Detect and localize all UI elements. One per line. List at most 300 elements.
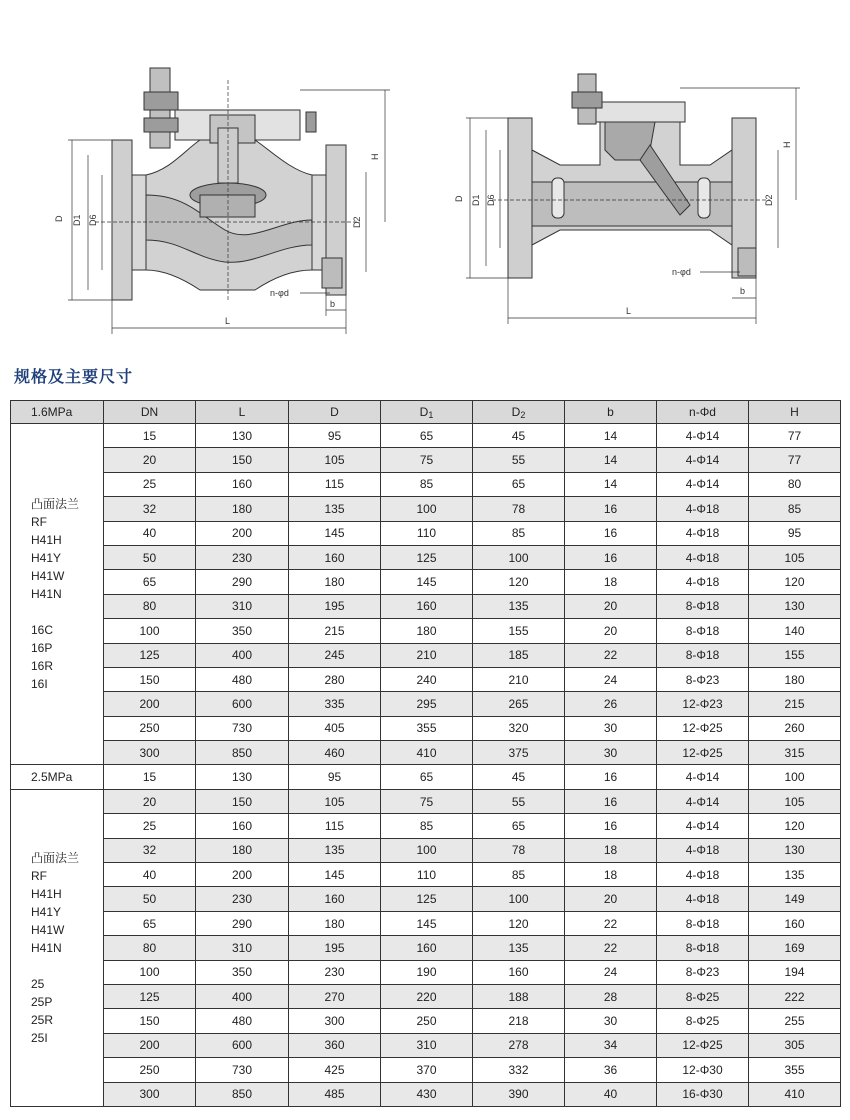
- cell-b: 16: [565, 789, 657, 813]
- table-row: [11, 741, 841, 765]
- cell-dn: 125: [104, 643, 196, 667]
- cell-nd: 12-Φ25: [657, 741, 749, 765]
- cell-d2: 278: [473, 1033, 565, 1057]
- cell-d1: 65: [381, 424, 473, 448]
- cell-d2: 135: [473, 594, 565, 618]
- cell-h: 260: [749, 716, 841, 740]
- table-row: [11, 814, 841, 838]
- cell-d2: 332: [473, 1058, 565, 1082]
- cell-d: 405: [289, 716, 381, 740]
- cell-d2: 78: [473, 838, 565, 862]
- cell-b: 20: [565, 619, 657, 643]
- cell-l: 400: [196, 984, 289, 1008]
- cell-dn: 80: [104, 594, 196, 618]
- cell-d1: 190: [381, 960, 473, 984]
- cell-l: 730: [196, 1058, 289, 1082]
- cell-d2: 135: [473, 936, 565, 960]
- right-label-h: H: [782, 141, 792, 148]
- cell-d1: 220: [381, 984, 473, 1008]
- left-label-d6: D6: [88, 214, 98, 226]
- cell-l: 480: [196, 1009, 289, 1033]
- cell-b: 28: [565, 984, 657, 1008]
- cell-dn: 250: [104, 716, 196, 740]
- cell-h: 305: [749, 1033, 841, 1057]
- cell-d: 300: [289, 1009, 381, 1033]
- cell-nd: 4-Φ18: [657, 497, 749, 521]
- cell-l: 200: [196, 863, 289, 887]
- cell-h: 215: [749, 692, 841, 716]
- cell-l: 850: [196, 741, 289, 765]
- cell-nd: 12-Φ25: [657, 1033, 749, 1057]
- cell-d: 160: [289, 545, 381, 569]
- cell-nd: 16-Φ30: [657, 1082, 749, 1106]
- model-line: 凸面法兰: [31, 850, 80, 865]
- table-row: [11, 887, 841, 911]
- cell-dn: 300: [104, 1082, 196, 1106]
- cell-dn: 125: [104, 984, 196, 1008]
- model-line: 16P: [31, 641, 53, 656]
- cell-d1: 110: [381, 863, 473, 887]
- cell-dn: 50: [104, 887, 196, 911]
- cell-nd: 8-Φ18: [657, 643, 749, 667]
- cell-d2: 85: [473, 521, 565, 545]
- cell-dn: 150: [104, 667, 196, 691]
- table-row: [11, 545, 841, 569]
- cell-b: 14: [565, 472, 657, 496]
- cell-d: 95: [289, 424, 381, 448]
- cell-h: 355: [749, 1058, 841, 1082]
- right-label-d2: D2: [764, 194, 774, 206]
- cell-h: 77: [749, 424, 841, 448]
- header-d: D: [289, 401, 381, 424]
- cell-b: 30: [565, 716, 657, 740]
- pressure-cell: 2.5MPa: [11, 765, 104, 789]
- cell-b: 30: [565, 1009, 657, 1033]
- model-line: 16I: [31, 677, 48, 692]
- table-row: [11, 936, 841, 960]
- cell-dn: 25: [104, 472, 196, 496]
- cell-d: 215: [289, 619, 381, 643]
- header-d2: $D_2$: [473, 401, 565, 424]
- cell-dn: 32: [104, 838, 196, 862]
- cell-d2: 120: [473, 570, 565, 594]
- cell-dn: 25: [104, 814, 196, 838]
- cell-l: 600: [196, 1033, 289, 1057]
- cell-nd: 4-Φ14: [657, 448, 749, 472]
- cell-b: 16: [565, 545, 657, 569]
- cell-b: 22: [565, 936, 657, 960]
- cell-d1: 145: [381, 570, 473, 594]
- table-row: [11, 619, 841, 643]
- header-pressure: 1.6MPa: [11, 401, 104, 424]
- cell-l: 160: [196, 814, 289, 838]
- cell-h: 140: [749, 619, 841, 643]
- cell-d2: 265: [473, 692, 565, 716]
- cell-nd: 4-Φ18: [657, 838, 749, 862]
- left-label-l: L: [225, 316, 231, 326]
- table-row: [11, 497, 841, 521]
- cell-nd: 4-Φ18: [657, 570, 749, 594]
- table-row: [11, 448, 841, 472]
- cell-d: 335: [289, 692, 381, 716]
- cell-d: 145: [289, 863, 381, 887]
- cell-h: 155: [749, 643, 841, 667]
- cell-l: 480: [196, 667, 289, 691]
- model-line: H41H: [31, 533, 62, 548]
- model-line: 25R: [31, 1012, 54, 1027]
- cell-d2: 65: [473, 814, 565, 838]
- cell-b: 16: [565, 521, 657, 545]
- cell-h: 95: [749, 521, 841, 545]
- cell-d1: 85: [381, 472, 473, 496]
- cell-d2: 218: [473, 1009, 565, 1033]
- cell-b: 18: [565, 570, 657, 594]
- left-inlet-flange: [112, 140, 132, 300]
- model-line: H41N: [31, 940, 62, 955]
- cell-nd: 8-Φ25: [657, 1009, 749, 1033]
- cell-nd: 4-Φ14: [657, 424, 749, 448]
- cell-dn: 65: [104, 911, 196, 935]
- model-line: H41Y: [31, 904, 62, 919]
- cell-dn: 40: [104, 521, 196, 545]
- spec-table: [10, 400, 841, 1107]
- table-row: [11, 667, 841, 691]
- cell-dn: 200: [104, 692, 196, 716]
- table-row: [11, 863, 841, 887]
- cell-b: 22: [565, 643, 657, 667]
- cell-b: 22: [565, 911, 657, 935]
- table-row: [11, 789, 841, 813]
- cell-dn: 15: [104, 765, 196, 789]
- cell-d2: 320: [473, 716, 565, 740]
- cell-dn: 20: [104, 789, 196, 813]
- header-nd: n-Φd: [657, 401, 749, 424]
- cell-d: 280: [289, 667, 381, 691]
- cell-d: 135: [289, 838, 381, 862]
- header-b: b: [565, 401, 657, 424]
- left-valve-drawing: [0, 0, 850, 345]
- cell-d1: 210: [381, 643, 473, 667]
- cell-dn: 100: [104, 619, 196, 643]
- valve-drawings: [0, 0, 850, 345]
- cell-l: 150: [196, 448, 289, 472]
- model-line: H41H: [31, 886, 62, 901]
- cell-l: 180: [196, 838, 289, 862]
- cell-h: 222: [749, 984, 841, 1008]
- cell-d2: 85: [473, 863, 565, 887]
- cell-l: 290: [196, 570, 289, 594]
- cell-d1: 75: [381, 789, 473, 813]
- table-row: [11, 692, 841, 716]
- cell-l: 200: [196, 521, 289, 545]
- cell-l: 130: [196, 765, 289, 789]
- cell-dn: 150: [104, 1009, 196, 1033]
- cell-dn: 50: [104, 545, 196, 569]
- cell-d1: 65: [381, 765, 473, 789]
- cell-d1: 100: [381, 838, 473, 862]
- cell-dn: 200: [104, 1033, 196, 1057]
- cell-d: 180: [289, 911, 381, 935]
- table-row: [11, 960, 841, 984]
- model-line: H41Y: [31, 551, 62, 566]
- cell-nd: 8-Φ18: [657, 911, 749, 935]
- left-label-d2: D2: [352, 216, 362, 228]
- cell-nd: 8-Φ18: [657, 619, 749, 643]
- cell-nd: 8-Φ23: [657, 960, 749, 984]
- table-row: [11, 424, 841, 448]
- cell-h: 105: [749, 545, 841, 569]
- cell-h: 135: [749, 863, 841, 887]
- cell-d2: 375: [473, 741, 565, 765]
- cell-b: 34: [565, 1033, 657, 1057]
- cell-b: 40: [565, 1082, 657, 1106]
- left-label-d: D: [54, 215, 64, 222]
- table-row: [11, 1082, 841, 1106]
- cell-nd: 8-Φ25: [657, 984, 749, 1008]
- cell-d1: 295: [381, 692, 473, 716]
- model-line: 16C: [31, 623, 54, 638]
- cell-d: 115: [289, 814, 381, 838]
- left-label-d1: D1: [72, 214, 82, 226]
- table-row: [11, 1033, 841, 1057]
- table-row: [11, 911, 841, 935]
- cell-h: 410: [749, 1082, 841, 1106]
- right-label-b: b: [740, 286, 746, 296]
- cell-h: 100: [749, 765, 841, 789]
- cell-b: 18: [565, 863, 657, 887]
- cell-d1: 160: [381, 936, 473, 960]
- table-row: [11, 984, 841, 1008]
- model-cell: [11, 424, 104, 765]
- cell-h: 120: [749, 570, 841, 594]
- cell-nd: 4-Φ18: [657, 521, 749, 545]
- cell-d: 115: [289, 472, 381, 496]
- cell-d2: 210: [473, 667, 565, 691]
- cell-l: 230: [196, 887, 289, 911]
- cell-h: 169: [749, 936, 841, 960]
- right-label-d: D: [454, 195, 464, 202]
- cell-d1: 110: [381, 521, 473, 545]
- cell-l: 600: [196, 692, 289, 716]
- cell-l: 350: [196, 619, 289, 643]
- cell-h: 180: [749, 667, 841, 691]
- cell-d: 145: [289, 521, 381, 545]
- cell-nd: 4-Φ14: [657, 472, 749, 496]
- cell-dn: 65: [104, 570, 196, 594]
- cell-l: 310: [196, 936, 289, 960]
- cell-h: 315: [749, 741, 841, 765]
- cell-l: 350: [196, 960, 289, 984]
- model-line: RF: [31, 868, 47, 883]
- spec-table-body: [11, 424, 841, 1107]
- cell-nd: 4-Φ14: [657, 789, 749, 813]
- table-row: [11, 643, 841, 667]
- cell-d2: 55: [473, 448, 565, 472]
- cell-d: 230: [289, 960, 381, 984]
- cell-d: 180: [289, 570, 381, 594]
- cell-nd: 4-Φ14: [657, 814, 749, 838]
- cell-d1: 430: [381, 1082, 473, 1106]
- table-row: [11, 472, 841, 496]
- model-line: H41W: [31, 569, 65, 584]
- cell-d: 95: [289, 765, 381, 789]
- cell-d2: 185: [473, 643, 565, 667]
- cell-d2: 65: [473, 472, 565, 496]
- table-row: [11, 838, 841, 862]
- cell-d: 460: [289, 741, 381, 765]
- cell-l: 310: [196, 594, 289, 618]
- cell-d1: 355: [381, 716, 473, 740]
- table-row: [11, 1009, 841, 1033]
- cell-d1: 180: [381, 619, 473, 643]
- cell-d2: 55: [473, 789, 565, 813]
- cell-l: 400: [196, 643, 289, 667]
- cell-b: 18: [565, 838, 657, 862]
- cell-nd: 4-Φ18: [657, 545, 749, 569]
- cell-nd: 8-Φ23: [657, 667, 749, 691]
- cell-b: 24: [565, 960, 657, 984]
- cell-h: 149: [749, 887, 841, 911]
- cell-d: 195: [289, 594, 381, 618]
- cell-nd: 12-Φ25: [657, 716, 749, 740]
- cell-nd: 4-Φ18: [657, 863, 749, 887]
- cell-d2: 120: [473, 911, 565, 935]
- right-label-d1: D1: [471, 194, 481, 206]
- cell-dn: 300: [104, 741, 196, 765]
- cell-h: 105: [749, 789, 841, 813]
- cell-d1: 310: [381, 1033, 473, 1057]
- cell-d1: 370: [381, 1058, 473, 1082]
- cell-b: 24: [565, 667, 657, 691]
- model-line: [31, 957, 103, 975]
- model-line: 16R: [31, 659, 54, 674]
- cell-dn: 40: [104, 863, 196, 887]
- cell-dn: 100: [104, 960, 196, 984]
- cell-dn: 32: [104, 497, 196, 521]
- right-label-l: L: [626, 306, 632, 316]
- table-row: [11, 1058, 841, 1082]
- cell-l: 850: [196, 1082, 289, 1106]
- model-line: H41N: [31, 587, 62, 602]
- cell-d2: 100: [473, 887, 565, 911]
- left-label-h: H: [370, 153, 380, 160]
- cell-dn: 20: [104, 448, 196, 472]
- right-label-nd: n-φd: [672, 267, 691, 277]
- cell-b: 20: [565, 594, 657, 618]
- header-d1: $D_1$: [381, 401, 473, 424]
- cell-nd: 4-Φ18: [657, 887, 749, 911]
- cell-b: 16: [565, 765, 657, 789]
- cell-d: 105: [289, 789, 381, 813]
- cell-b: 26: [565, 692, 657, 716]
- left-label-nd: n-φd: [270, 288, 289, 298]
- cell-dn: 80: [104, 936, 196, 960]
- right-label-d6: D6: [486, 194, 496, 206]
- table-row: [11, 521, 841, 545]
- cell-dn: 15: [104, 424, 196, 448]
- cell-nd: 12-Φ23: [657, 692, 749, 716]
- cell-d: 135: [289, 497, 381, 521]
- cell-h: 160: [749, 911, 841, 935]
- cell-h: 85: [749, 497, 841, 521]
- cell-d: 195: [289, 936, 381, 960]
- cell-d1: 100: [381, 497, 473, 521]
- cell-nd: 4-Φ14: [657, 765, 749, 789]
- cell-d1: 125: [381, 545, 473, 569]
- cell-h: 77: [749, 448, 841, 472]
- cell-l: 130: [196, 424, 289, 448]
- cell-d2: 390: [473, 1082, 565, 1106]
- cell-d1: 125: [381, 887, 473, 911]
- table-row: [11, 765, 841, 789]
- cell-l: 160: [196, 472, 289, 496]
- header-dn: DN: [104, 401, 196, 424]
- cell-h: 130: [749, 594, 841, 618]
- cell-nd: 12-Φ30: [657, 1058, 749, 1082]
- cell-l: 150: [196, 789, 289, 813]
- cell-d1: 240: [381, 667, 473, 691]
- cell-d1: 410: [381, 741, 473, 765]
- left-label-b: b: [330, 299, 336, 309]
- cell-d1: 85: [381, 814, 473, 838]
- cell-dn: 250: [104, 1058, 196, 1082]
- cell-d: 270: [289, 984, 381, 1008]
- table-row: [11, 716, 841, 740]
- cell-d: 425: [289, 1058, 381, 1082]
- cell-h: 255: [749, 1009, 841, 1033]
- cell-d2: 155: [473, 619, 565, 643]
- model-line: RF: [31, 515, 47, 530]
- cell-h: 120: [749, 814, 841, 838]
- cell-d2: 45: [473, 765, 565, 789]
- section-title: 规格及主要尺寸: [14, 367, 134, 386]
- cell-l: 730: [196, 716, 289, 740]
- model-line: 25I: [31, 1030, 48, 1045]
- cell-l: 180: [196, 497, 289, 521]
- table-row: [11, 570, 841, 594]
- header-l: L: [196, 401, 289, 424]
- cell-b: 14: [565, 448, 657, 472]
- cell-h: 130: [749, 838, 841, 862]
- cell-d1: 160: [381, 594, 473, 618]
- table-row: [11, 594, 841, 618]
- cell-d1: 145: [381, 911, 473, 935]
- cell-nd: 8-Φ18: [657, 936, 749, 960]
- model-cell: [11, 789, 104, 1106]
- model-line: 凸面法兰: [31, 497, 80, 512]
- cell-d: 485: [289, 1082, 381, 1106]
- model-line: [31, 603, 103, 621]
- cell-d1: 75: [381, 448, 473, 472]
- cell-d2: 100: [473, 545, 565, 569]
- cell-d2: 160: [473, 960, 565, 984]
- cell-d: 160: [289, 887, 381, 911]
- model-line: H41W: [31, 922, 65, 937]
- cell-d: 360: [289, 1033, 381, 1057]
- cell-d: 105: [289, 448, 381, 472]
- cell-b: 30: [565, 741, 657, 765]
- model-line: 25: [31, 976, 45, 991]
- cell-nd: 8-Φ18: [657, 594, 749, 618]
- cell-b: 16: [565, 814, 657, 838]
- header-h: H: [749, 401, 841, 424]
- cell-b: 16: [565, 497, 657, 521]
- cell-d: 245: [289, 643, 381, 667]
- model-line: 25P: [31, 994, 53, 1009]
- cell-l: 290: [196, 911, 289, 935]
- cell-b: 14: [565, 424, 657, 448]
- cell-l: 230: [196, 545, 289, 569]
